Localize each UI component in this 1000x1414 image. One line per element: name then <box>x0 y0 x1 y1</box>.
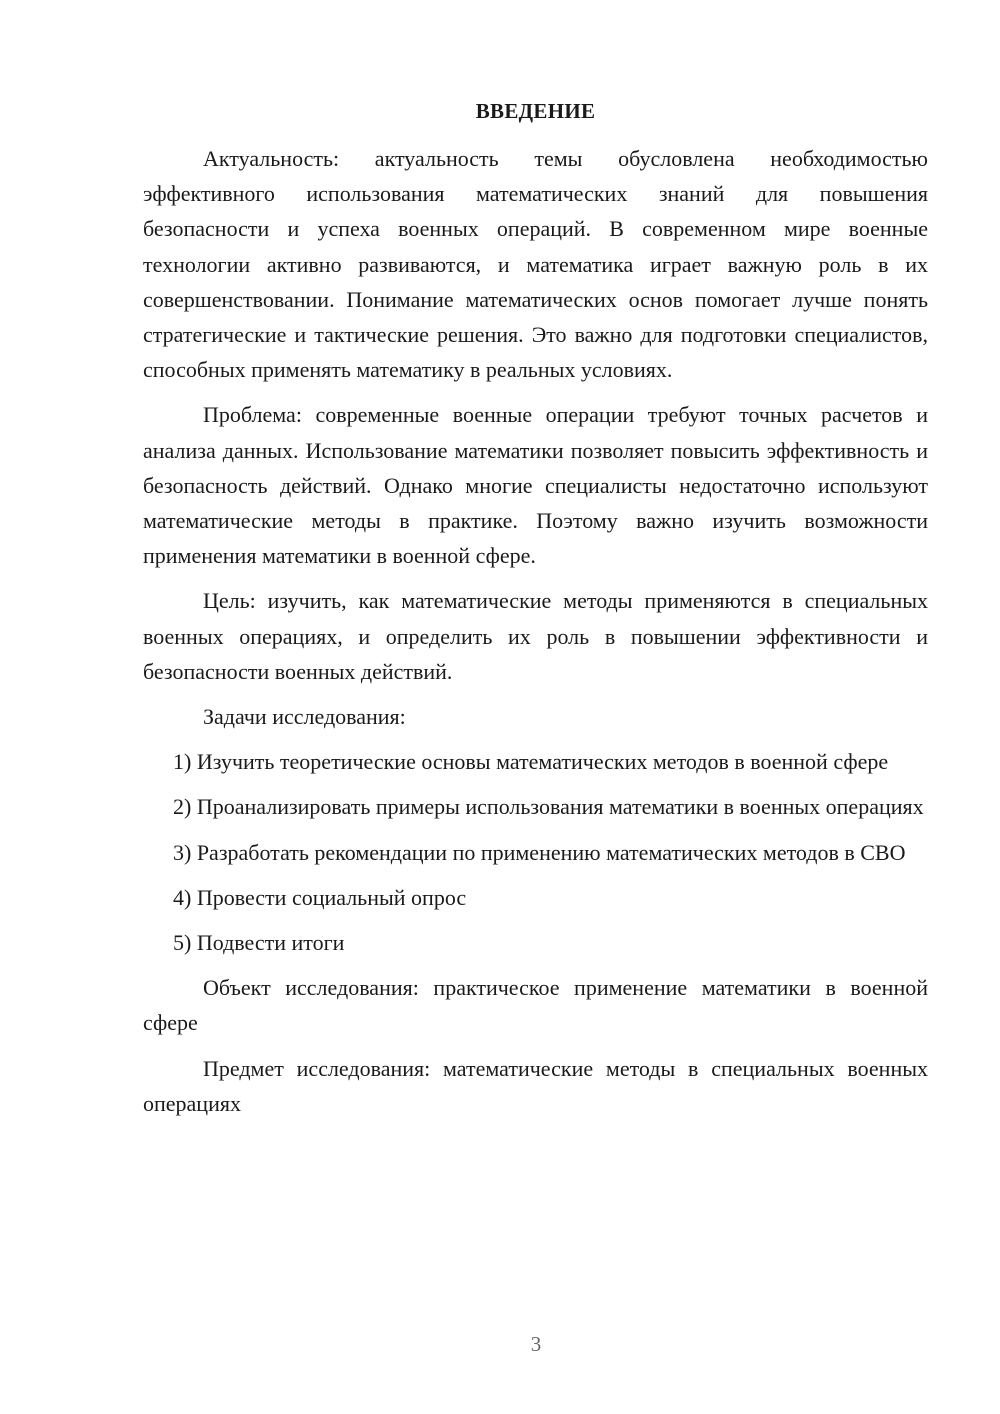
task-item-1: 1) Изучить теоретические основы математических методов в военной сфере <box>173 749 889 775</box>
tasks-heading: Задачи исследования: <box>203 704 406 730</box>
paragraph-problem: Проблема: современные военные операции требуют точных расчетов и анализа данных. Использование математики позволяет повысить эффективность и безопасность действий. Однако многие специалисты недостаточно используют математические методы в практике. Поэтому важно изучить возможности применения математики в военной сфере. <box>143 402 928 569</box>
paragraph-relevance: Актуальность: актуальность темы обусловлена необходимостью эффективного использования математических знаний для повышения безопасности и успеха военных операций. В современном мире военные технологии активно развиваются, и математика играет важную роль в их совершенствовании. Понимание математических основ помогает лучше понять стратегические и тактические решения. Это важно для подготовки специалистов, способных применять математику в реальных условиях. <box>143 146 928 383</box>
page-content <box>143 96 928 1131</box>
task-item-3: 3) Разработать рекомендации по применению математических методов в СВО <box>173 839 906 865</box>
task-item-4: 4) Провести социальный опрос <box>173 884 467 910</box>
task-item-5: 5) Подвести итоги <box>173 930 345 956</box>
page-number: 3 <box>530 1332 542 1356</box>
paragraph-goal: Цель: изучить, как математические методы применяются в специальных военных операциях, и определить их роль в повышении эффективности и безопасности военных действий. <box>143 588 928 684</box>
task-item-2: 2) Проанализировать примеры использования математики в военных операциях <box>173 794 924 820</box>
paragraph-object: Объект исследования: практическое применение математики в военной сфере <box>143 975 928 1036</box>
paragraph-subject: Предмет исследования: математические методы в специальных военных операциях <box>143 1055 928 1116</box>
page-title: ВВЕДЕНИЕ <box>475 99 596 123</box>
